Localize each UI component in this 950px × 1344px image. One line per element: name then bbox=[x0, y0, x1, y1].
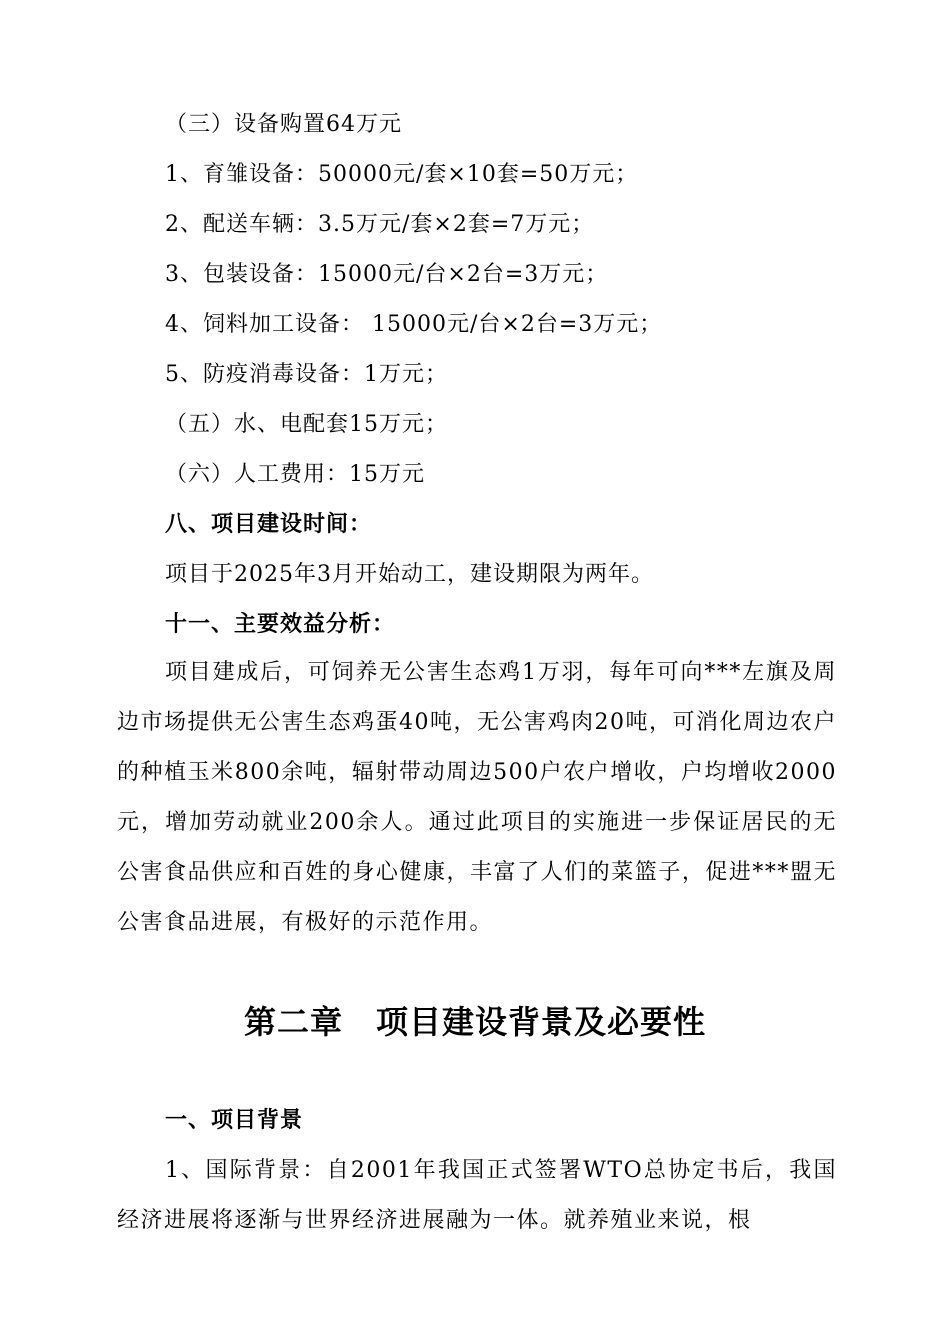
item-labor-cost: （六）人工费用：15万元 bbox=[165, 462, 425, 487]
item-feed-processing-equipment: 4、饲料加工设备： 15000元/台×2台=3万元； bbox=[165, 312, 663, 337]
section1-heading: 一、项目背景 bbox=[165, 1108, 304, 1133]
section8-text: 项目于2025年3月开始动工，建设期限为两年。 bbox=[165, 562, 654, 587]
chapter-title: 第二章 项目建设背景及必要性 bbox=[243, 1003, 706, 1041]
item-equipment-total: （三）设备购置64万元 bbox=[165, 112, 402, 137]
item-brooding-equipment: 1、育雏设备：50000元/套×10套=50万元； bbox=[165, 162, 639, 187]
item-delivery-vehicles: 2、配送车辆：3.5万元/套×2套=7万元； bbox=[165, 212, 595, 237]
section11-paragraph: 项目建成后，可饲养无公害生态鸡1万羽，每年可向***左旗及周边市场提供无公害生态鸡蛋40吨，无公害鸡肉20吨，可消化周边农户的种植玉米800余吨，辐射带动周边500户农户增收，户均增收2000元，增加劳动就业200余人。通过此项目的实施进一步保证居民的无公害食品供应和百姓的身心健康，丰富了人们的菜篮子，促进***盟无公害食品进展，有极好的示范作用。 bbox=[117, 660, 837, 935]
background-paragraph: 1、国际背景：自2001年我国正式签署WTO总协定书后，我国经济进展将逐渐与世界经济进展融为一体。就养殖业来说，根 bbox=[117, 1158, 837, 1233]
item-water-electricity: （五）水、电配套15万元； bbox=[165, 412, 448, 437]
section8-heading: 八、项目建设时间： bbox=[165, 512, 373, 537]
item-disinfection-equipment: 5、防疫消毒设备：1万元； bbox=[165, 362, 448, 387]
section11-heading: 十一、主要效益分析： bbox=[165, 612, 396, 637]
item-packaging-equipment: 3、包装设备：15000元/台×2台=3万元； bbox=[165, 262, 609, 287]
